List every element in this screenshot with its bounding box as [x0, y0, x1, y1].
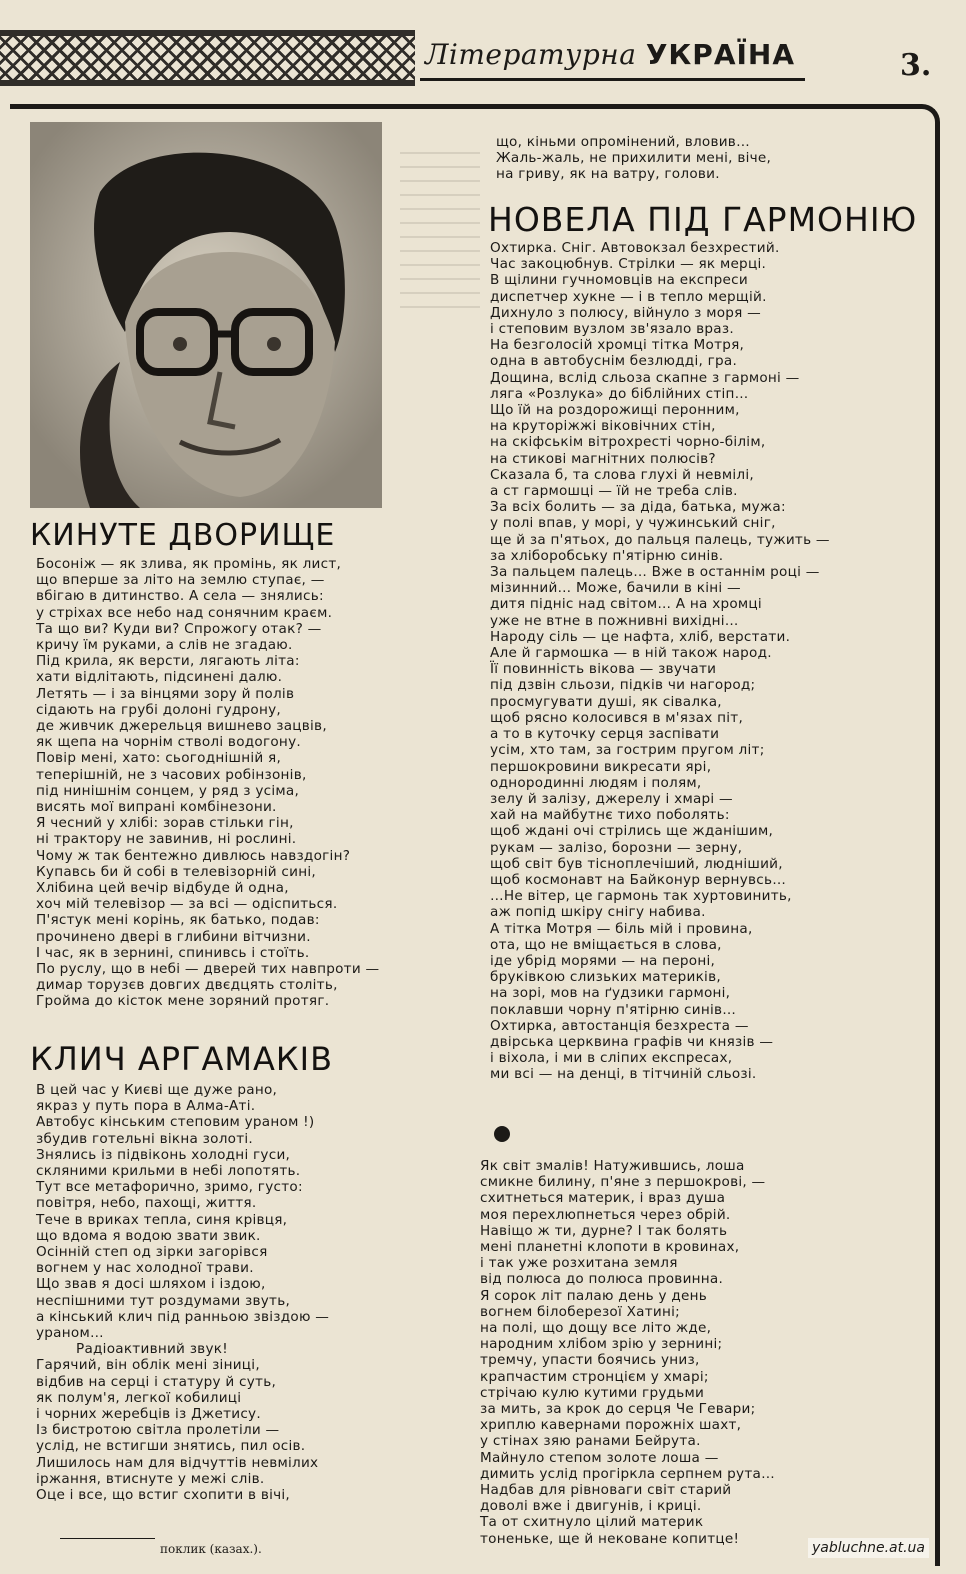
poem-line: Дихнуло з полюсу, війнуло з моря — [490, 304, 762, 321]
poem-line: щоб світ був тісноплечіший, людніший, [490, 855, 783, 872]
poem-line: де живчик джерельця вишнево зацвів, [36, 718, 327, 735]
poem-line: …Не вітер, це гармонь так хуртовинить, [490, 888, 792, 905]
title-underline [420, 78, 805, 81]
poem-line: народним хлібом зрію у зернині; [480, 1336, 723, 1353]
poem-line: усім, хто там, за гострим пругом літ; [490, 742, 765, 759]
poem-line: зелу й залізу, джерелу і хмарі — [490, 790, 733, 807]
poem-line: услід, не встигши знятись, пил осів. [36, 1438, 306, 1455]
poem-line: на стикові магнітних полюсів? [490, 450, 716, 467]
poem-line: хриплю кавернами порожніх шахт, [480, 1417, 742, 1434]
poem-line: під дзвін сльози, підків чи нагород; [490, 677, 756, 694]
poem-line: у стріхах все небо над сонячним краєм. [36, 604, 333, 621]
poem-line: Народу сіль — це нафта, хліб, верстати. [490, 628, 791, 645]
poem-line: якраз у путь пора в Алма-Аті. [36, 1098, 256, 1115]
poem-line: Що їй на роздорожищі перонним, [490, 402, 740, 419]
poem-line: першокровини викресати ярі, [490, 758, 712, 775]
poem-title-kynute-dvoryshche: КИНУТЕ ДВОРИЩЕ [30, 518, 336, 553]
poem-line: скляними крильми в небі лопотять. [36, 1163, 301, 1180]
page-number: 3. [900, 48, 932, 83]
poem-yak-svit-zmaliv [480, 1158, 775, 1547]
poem-line: Її повинність вікова — звучати [490, 661, 717, 678]
poem-line: Знялись із підвіконь холодні гуси, [36, 1146, 291, 1163]
poem-line: Босоніж — як злива, як промінь, як лист, [36, 556, 342, 572]
poem-line: Жаль-жаль, не прихилити мені, віче, [496, 150, 772, 167]
poem-line: а ст гармошці — їй не треба слів. [490, 483, 738, 500]
poem-line: Дощина, вслід сльоза скапне з гармоні — [490, 369, 800, 386]
poem-line: Автобус кінським степовим ураном !) [36, 1114, 315, 1131]
poem-line: і степовим вузлом зв'язало враз. [490, 321, 734, 338]
poem-line: Та от схитнуло цілий материк [480, 1514, 704, 1531]
newspaper-title-prefix: Літературна [425, 38, 637, 71]
poem-line: за мить, за крок до серця Че Гевари; [480, 1401, 756, 1418]
poem-line: сідають на грубі долоні гудрону, [36, 701, 282, 718]
poem-line: Гарячий, він облік мені зіниці, [36, 1357, 260, 1374]
poem-line: вбігаю в дитинство. А села — знялись: [36, 588, 324, 605]
poem-line: дитя підніс над світом… А на хромці [490, 596, 762, 613]
poem-line: Купавсь би й собі в телевізорній сині, [36, 863, 316, 880]
print-bleed-through [400, 140, 480, 320]
poem-line: Повір мені, хато: сьогоднішній я, [36, 750, 282, 767]
masthead [0, 0, 966, 100]
poem-line: За пальцем палець… Вже в останнім році — [490, 564, 820, 581]
poem-line: Летять — і за вінцями зору й полів [36, 685, 295, 702]
poem-line: крапчастим стронцієм у хмарі; [480, 1368, 709, 1385]
poem-line: хоч мій телевізор — за всі — одіспиться. [36, 896, 338, 913]
poem-line: смикне билину, п'яне з першокрові, — [480, 1174, 766, 1191]
poem-line: Лишилось нам для відчуттів невмілих [36, 1454, 319, 1471]
poem-line: Сказала б, та слова глухі й невмілі, [490, 466, 754, 483]
poem-line: що, кіньми опромінений, вловив… [496, 134, 750, 150]
poem-line: хати відлітають, підсинені далю. [36, 669, 283, 686]
poem-line: На безголосій хромці тітка Мотря, [490, 337, 745, 354]
poem-line: В цей час у Києві ще дуже рано, [36, 1082, 278, 1098]
poem-line: щоб ждані очі стрілись ще жданішим, [490, 823, 774, 840]
site-watermark: yabluchne.at.ua [808, 1538, 929, 1558]
poem-line: на полі, що дощу все літо жде, [480, 1320, 712, 1337]
poem-line: ні трактору не завинив, ні рослині. [36, 831, 297, 848]
poem-line: димар торузєв довгих двєдцять століть, [36, 977, 338, 994]
poem-line: однородинні людям і полям, [490, 774, 702, 791]
poem-line: Охтирка, автостанція безхреста — [490, 1017, 749, 1034]
poem-line: а кінський клич під ранньою звіздою — [36, 1308, 330, 1325]
poem-line: рукам — залізо, борозни — зерну, [490, 839, 743, 856]
poem-line: що вперше за літо на землю ступає, — [36, 572, 325, 589]
poem-line: і чорних жеребців із Джетису. [36, 1406, 261, 1423]
poem-line: на круторіжжі віковічних стін, [490, 418, 716, 435]
poem-klych-argamakiv [36, 1082, 329, 1503]
poem-continuation [496, 134, 771, 183]
poem-line: відбив на серці і статуру й суть, [36, 1373, 277, 1390]
poem-line: іржання, втиснуте у межі слів. [36, 1470, 265, 1487]
poem-line: як щепа на чорнім стволі водогону. [36, 734, 301, 751]
poem-line: збудив готельні вікна золоті. [36, 1130, 254, 1147]
poem-line: Хлібина цей вечір відбуде й одна, [36, 880, 289, 897]
ornament-border [0, 30, 415, 86]
poem-line: Чому ж так бентежно дивлюсь навздогін? [36, 847, 351, 864]
poem-line: схитнеться материк, і враз душа [480, 1190, 726, 1207]
poem-line: А тітка Мотря — біль мій і провина, [490, 920, 753, 937]
poem-line: мізинний… Може, бачили в кіні — [490, 580, 741, 597]
poem-line: двірська церквина графів чи князів — [490, 1033, 774, 1050]
poem-line: Оце і все, що встиг схопити в вічі, [36, 1487, 291, 1504]
poem-line: на зорі, мов на ґудзики гармоні, [490, 985, 731, 1002]
poem-line: ми всі — на денці, в тітчиній сльозі. [490, 1066, 757, 1083]
poem-line: стрічаю кулю кутими грудьми [480, 1384, 705, 1401]
poem-line: і віхола, і ми в сліпих експресах, [490, 1050, 733, 1067]
poem-title-klych-argamakiv: КЛИЧ АРГАМАКІВ [30, 1040, 334, 1078]
poem-line: від полюса до полюса провинна. [480, 1271, 724, 1288]
poem-line: щоб рясно колосився в м'язах піт, [490, 709, 744, 726]
poem-line: За всіх болить — за діда, батька, мужа: [490, 499, 786, 516]
poem-line: поклавши чорну п'ятірню синів… [490, 1001, 737, 1018]
poem-line: теперішній, не з часових робінзонів, [36, 766, 307, 783]
poem-line: вогнем білоберезої Хатині; [480, 1303, 680, 1320]
poem-line: прочинено двері в глибини вітчизни. [36, 928, 311, 945]
poem-line: Як світ змалів! Натужившись, лоша [480, 1158, 745, 1174]
poem-line: висять мої випрані комбінезони. [36, 799, 277, 816]
poem-line: доволі вже і двигунів, і криці. [480, 1498, 702, 1515]
poem-line: тремчу, упасти боячись униз, [480, 1352, 700, 1369]
poem-line: Охтирка. Сніг. Автовокзал безхрестий. [490, 240, 780, 256]
poem-line: за хліборобську п'ятірню синів. [490, 547, 724, 564]
poem-line: хай на майбутнє тихо поболять: [490, 807, 730, 824]
poem-line: що вдома я водою звати звик. [36, 1227, 261, 1244]
poem-line: Майнуло степом золоте лоша — [480, 1449, 719, 1466]
poem-line: Я сорок літ палаю день у день [480, 1287, 708, 1304]
poem-line: Із бистротою світла пролетіли — [36, 1422, 280, 1439]
portrait-icon [30, 122, 382, 508]
poem-line: уже не втне в пожнивні вихідні… [490, 612, 739, 629]
poem-line: аж попід шкіру снігу набива. [490, 904, 706, 921]
poem-line: бруківкою слизьких материків, [490, 969, 721, 986]
poem-line: повітря, небо, пахощі, життя. [36, 1195, 257, 1212]
poem-line: Гройма до кісток мене зоряний протяг. [36, 993, 330, 1010]
poem-title-novela-pid-garmoniiu: НОВЕЛА ПІД ГАРМОНІЮ [488, 200, 918, 239]
poem-line: диспетчер хукне — і в тепло мерщій. [490, 288, 767, 305]
poem-line: Надбав для рівноваги світ старий [480, 1482, 732, 1499]
poem-line: ураном… [36, 1325, 104, 1342]
poem-line: Але й гармошка — в ній також народ. [490, 645, 772, 662]
newspaper-title-main: УКРАЇНА [645, 38, 796, 71]
poem-line: Під крила, як версти, лягають літа: [36, 653, 300, 670]
poem-line: димить услід прогіркла серпнем рута… [480, 1465, 775, 1482]
footnote-rule [60, 1538, 155, 1539]
poem-line: як полум'я, легкої кобилиці [36, 1389, 242, 1406]
poem-line: ще й за п'ятьох, до пальця палець, тужить — [490, 531, 830, 548]
poem-line: просмугувати душі, як сівалка, [490, 693, 722, 710]
poem-line: Час закоцюбнув. Стрілки — як мерці. [490, 256, 767, 273]
poem-line: моя перехлюпнеться через обрій. [480, 1206, 731, 1223]
poem-line: П'ястук мені корінь, як батько, подав: [36, 912, 320, 929]
poem-novela-pid-garmoniiu [490, 240, 830, 1083]
poem-line: Навіщо ж ти, дурне? І так болять [480, 1222, 728, 1239]
poem-line: Радіоактивний звук! [76, 1341, 228, 1358]
poem-line: тоненьке, ще й нековане копитце! [480, 1530, 740, 1547]
poem-line: Я чесний у хлібі: зорав стільки гін, [36, 815, 294, 832]
poem-line: на гриву, як на ватру, голови. [496, 166, 720, 183]
poem-line: неспішними тут роздумами звуть, [36, 1292, 291, 1309]
poem-line: ота, що не вміщається в слова, [490, 936, 722, 953]
poem-line: і так уже розхитана земля [480, 1255, 678, 1272]
poem-line: у стінах зяю ранами Бейрута. [480, 1433, 701, 1450]
poem-line: а то в куточку серця заспівати [490, 726, 720, 743]
poem-line: одна в автобуснім безлюдді, гра. [490, 353, 738, 370]
author-portrait-photo [30, 122, 382, 508]
newspaper-title [425, 38, 795, 71]
poem-line: на скіфськім вітрохресті чорно-білім, [490, 434, 766, 451]
poem-line: Осінній степ од зірки загорівся [36, 1244, 268, 1261]
poem-line: мені планетні клопоти в кровинах, [480, 1239, 740, 1256]
poem-line: під нинішнім сонцем, у ряд з усіма, [36, 782, 300, 799]
poem-line: В щілини гучномовців на експреси [490, 272, 748, 289]
poem-line: Тече в вриках тепла, синя крівця, [36, 1211, 288, 1228]
poem-line: щоб космонавт на Байконур вернувсь… [490, 871, 787, 888]
poem-line: вогнем у нас холодної трави. [36, 1260, 254, 1277]
poem-line: ляга «Розлука» до біблійних стіп… [490, 385, 749, 402]
poem-line: Тут все метафорично, зримо, густо: [36, 1179, 303, 1196]
poem-line: По руслу, що в небі — дверей тих навпроти — [36, 961, 380, 978]
poem-line: Що звав я досі шляхом і іздою, [36, 1276, 266, 1293]
section-bullet-icon [494, 1126, 510, 1142]
poem-kynute-dvoryshche [36, 556, 379, 1010]
poem-line: кричу їм руками, а слів не згадаю. [36, 637, 293, 654]
poem-line: І час, як в зернині, спинивсь і стоїть. [36, 944, 310, 961]
poem-line: Та що ви? Куди ви? Спрожогу отак? — [36, 620, 322, 637]
poem-line: іде убрід морями — на пероні, [490, 952, 716, 969]
footnote: поклик (казах.). [160, 1542, 262, 1556]
poem-line: у полі впав, у морі, у чужинський сніг, [490, 515, 776, 532]
